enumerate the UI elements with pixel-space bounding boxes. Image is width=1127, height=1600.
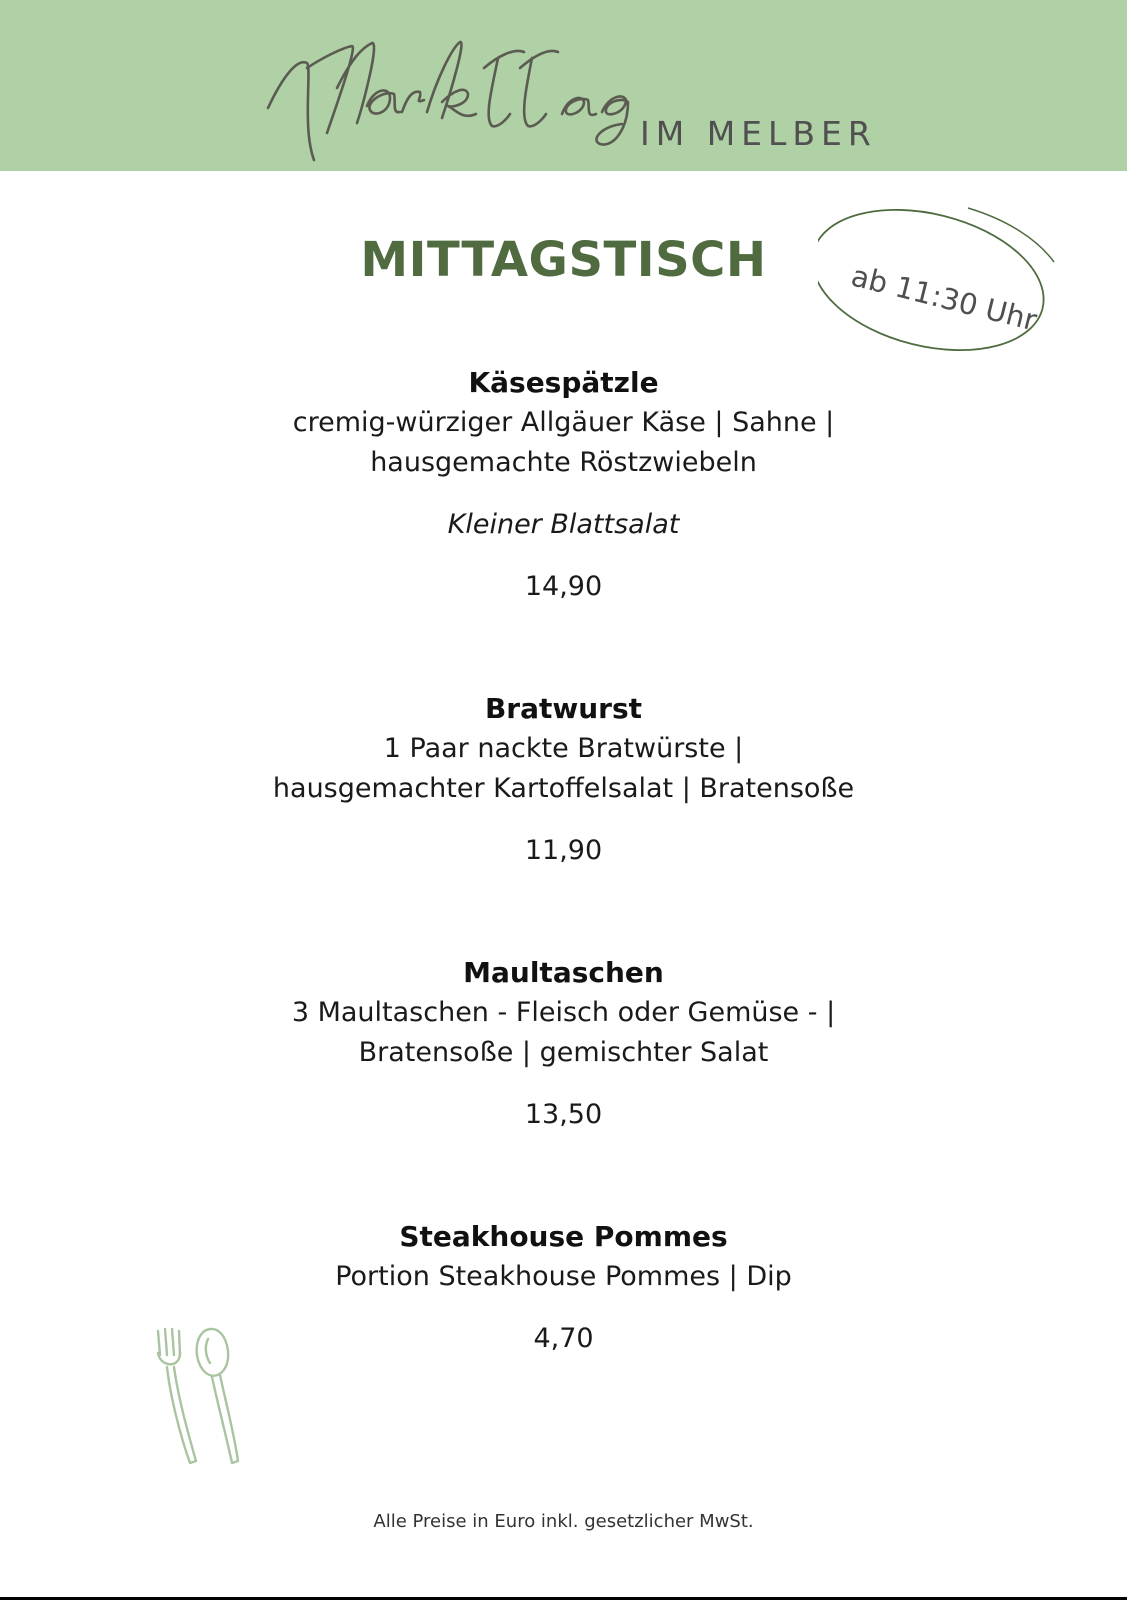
menu-item-desc-line: hausgemachter Kartoffelsalat | Bratensoße [272, 773, 855, 804]
page-title: MITTAGSTISCH [360, 232, 767, 288]
menu-item-price: 11,90 [524, 835, 603, 866]
menu-item-desc-line: Portion Steakhouse Pommes | Dip [335, 1261, 792, 1292]
menu-item [0, 363, 1127, 607]
footer-note: Alle Preise in Euro inkl. gesetzlicher MwSt. [373, 1511, 754, 1532]
menu-item-side: Kleiner Blattsalat [447, 509, 680, 540]
menu-item-desc-line: Bratensoße | gemischter Salat [358, 1037, 769, 1068]
time-badge-text: ab 11:30 Uhr [847, 258, 1041, 338]
menu-item-price: 14,90 [524, 571, 603, 602]
menu-item-price: 4,70 [533, 1323, 594, 1354]
brand-subtitle: IM MELBER [640, 114, 877, 153]
cutlery-icon [150, 1325, 250, 1470]
menu-item-name: Steakhouse Pommes [399, 1220, 728, 1253]
menu-item-desc-line: cremig-würziger Allgäuer Käse | Sahne | [292, 407, 835, 438]
menu-item [0, 689, 1127, 871]
brand-logo-script [262, 28, 662, 168]
menu-item-desc-line: hausgemachte Röstzwiebeln [370, 447, 757, 478]
menu-item [0, 953, 1127, 1135]
menu-item-desc-line: 3 Maultaschen - Fleisch oder Gemüse - | [291, 997, 836, 1028]
menu-item-name: Bratwurst [484, 692, 643, 725]
menu-item-price: 13,50 [524, 1099, 603, 1130]
menu-item-name: Käsespätzle [468, 366, 659, 399]
menu-item-name: Maultaschen [463, 956, 664, 989]
menu-item-desc-line: 1 Paar nackte Bratwürste | [383, 733, 744, 764]
